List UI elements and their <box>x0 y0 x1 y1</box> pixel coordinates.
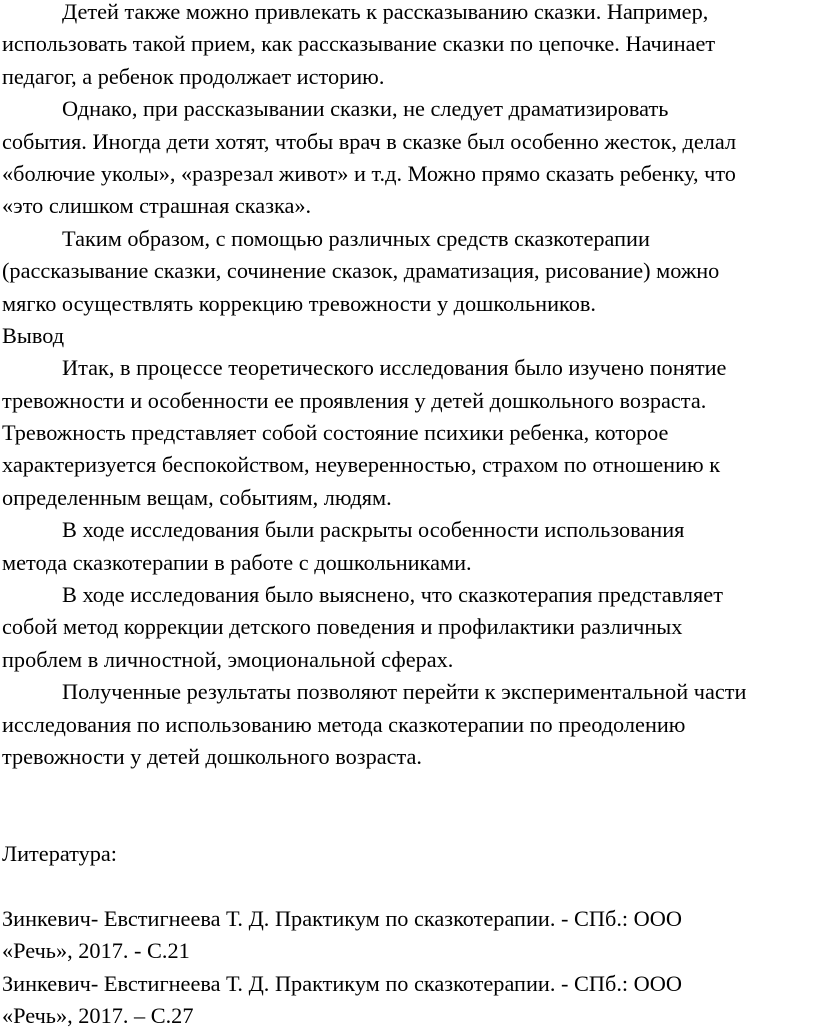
text-line: тревожности и особенности ее проявления у детей дошкольного возраста. <box>2 387 707 413</box>
references-heading: Литература: <box>2 841 118 867</box>
text-line: «это слишком страшная сказка». <box>2 193 312 219</box>
conclusion-heading: Вывод <box>2 322 65 348</box>
text-line: Детей также можно привлекать к рассказыванию сказки. Например, <box>62 0 709 24</box>
text-line: тревожности у детей дошкольного возраста. <box>2 743 422 769</box>
text-line: события. Иногда дети хотят, чтобы врач в сказке был особенно жесток, делал <box>2 128 737 154</box>
text-line: Полученные результаты позволяют перейти к экспериментальной части <box>62 679 747 705</box>
spacer <box>2 773 816 838</box>
paragraph-intro-2 <box>2 93 816 223</box>
paragraph-intro-1 <box>2 0 816 93</box>
text-line: использовать такой прием, как рассказывание сказки по цепочке. Начинает <box>2 31 716 57</box>
text-line: Итак, в процессе теоретического исследования было изучено понятие <box>62 355 727 381</box>
text-line: собой метод коррекции детского поведения и профилактики различных <box>2 614 683 640</box>
text-line: Таким образом, с помощью различных средств сказкотерапии <box>62 225 650 251</box>
reference-item-1 <box>2 903 816 968</box>
text-line: проблем в личностной, эмоциональной сферах. <box>2 646 454 672</box>
text-line: мягко осуществлять коррекцию тревожности у дошкольников. <box>2 290 596 316</box>
conclusion-paragraph-2 <box>2 514 816 579</box>
paragraph-intro-3 <box>2 223 816 320</box>
text-line: исследования по использованию метода сказкотерапии по преодолению <box>2 711 686 737</box>
text-line: «Речь», 2017. – С.27 <box>2 1003 194 1029</box>
spacer <box>2 871 816 903</box>
text-line: «Речь», 2017. - С.21 <box>2 938 190 964</box>
references-section <box>2 838 816 1032</box>
text-line: В ходе исследования были раскрыты особенности использования <box>62 517 685 543</box>
conclusion-paragraph-1 <box>2 352 816 514</box>
conclusion-section <box>2 320 816 773</box>
conclusion-paragraph-3 <box>2 579 816 676</box>
text-line: педагог, а ребенок продолжает историю. <box>2 63 385 89</box>
text-line: Зинкевич- Евстигнеева Т. Д. Практикум по сказкотерапии. - СПб.: ООО <box>2 970 682 996</box>
reference-item-2 <box>2 968 816 1033</box>
text-line: Однако, при рассказывании сказки, не следует драматизировать <box>62 96 669 122</box>
text-line: метода сказкотерапии в работе с дошкольниками. <box>2 549 472 575</box>
conclusion-paragraph-4 <box>2 676 816 773</box>
text-line: (рассказывание сказки, сочинение сказок, драматизация, рисование) можно <box>2 258 720 284</box>
text-line: В ходе исследования было выяснено, что сказкотерапия представляет <box>62 582 723 608</box>
text-line: «болючие уколы», «разрезал живот» и т.д. Можно прямо сказать ребенку, что <box>2 160 736 186</box>
text-line: Тревожность представляет собой состояние психики ребенка, которое <box>2 420 669 446</box>
text-line: Зинкевич- Евстигнеева Т. Д. Практикум по сказкотерапии. - СПб.: ООО <box>2 905 682 931</box>
text-line: характеризуется беспокойством, неуверенностью, страхом по отношению к <box>2 452 721 478</box>
text-line: определенным вещам, событиям, людям. <box>2 484 392 510</box>
